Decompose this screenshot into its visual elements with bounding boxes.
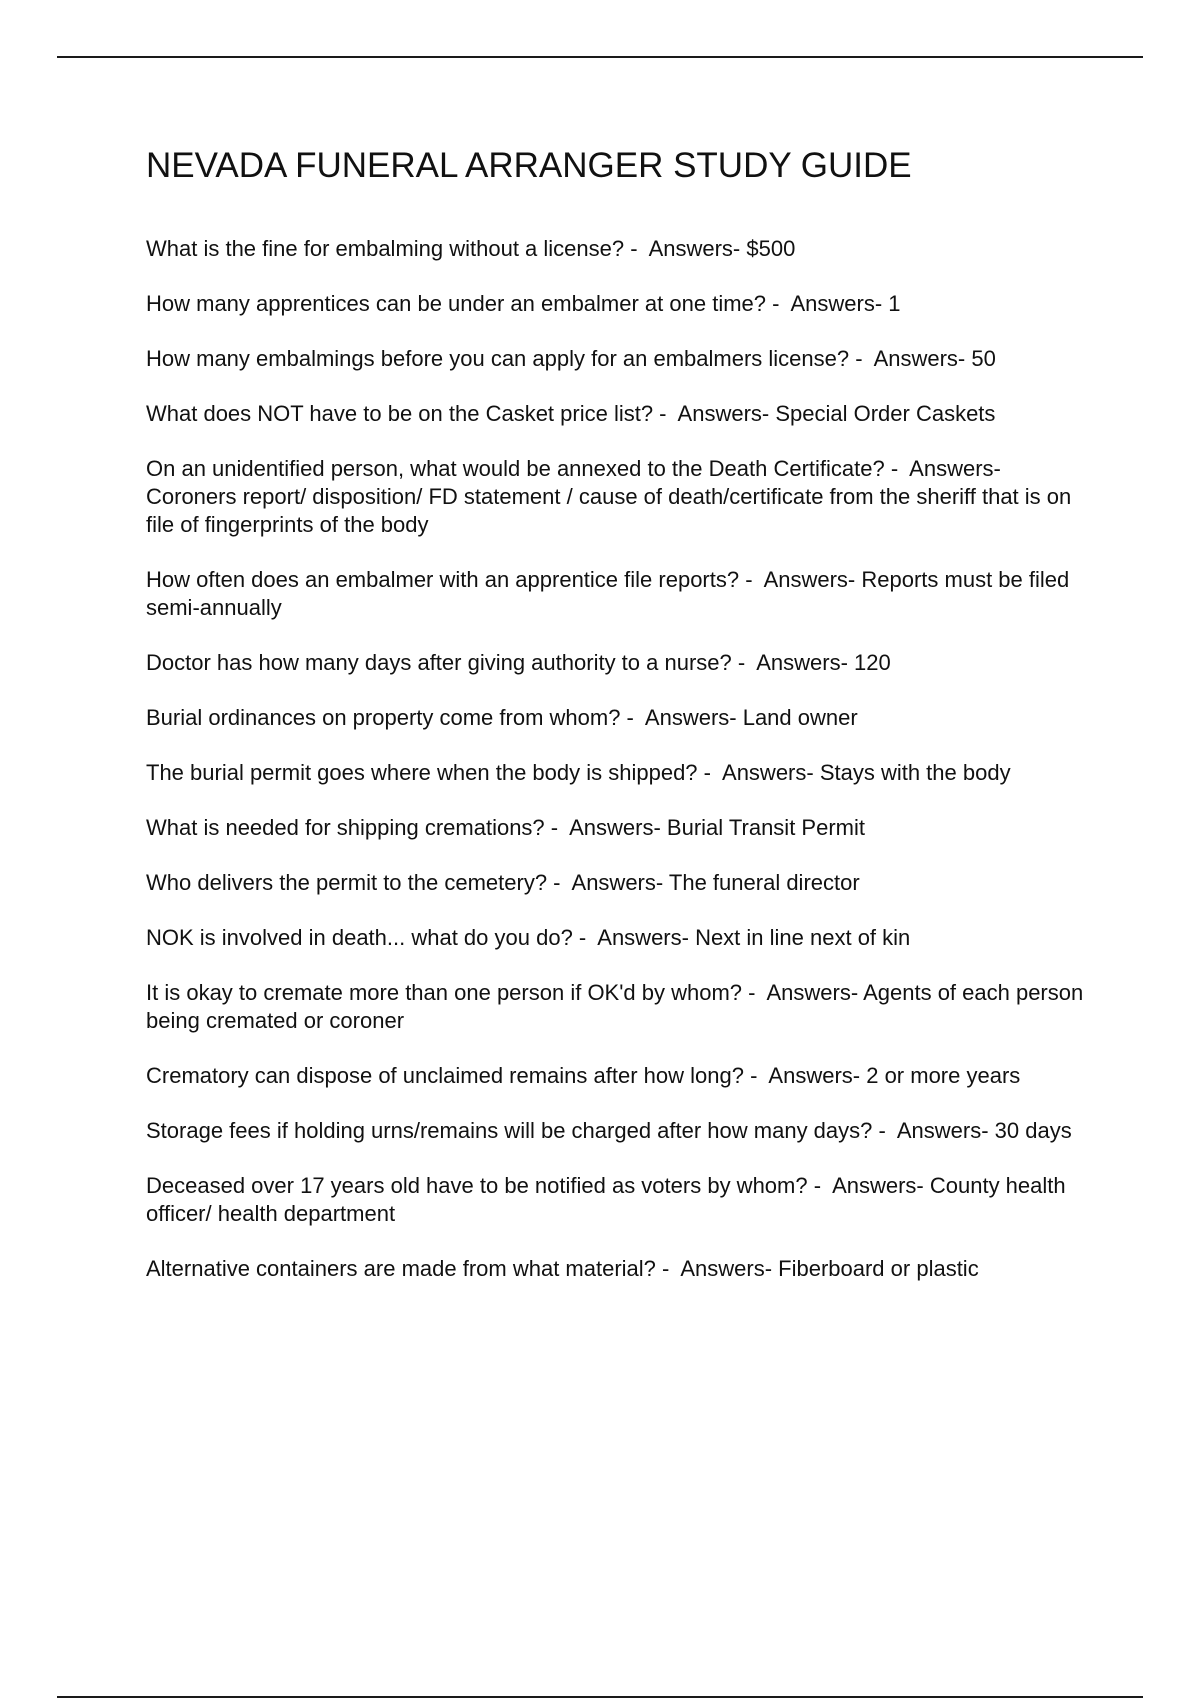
answer-text: Answers- Stays with the body (722, 760, 1011, 785)
qa-item (146, 290, 1091, 318)
qa-item (146, 235, 1091, 263)
question-text: How often does an embalmer with an apprentice file reports? - (146, 567, 753, 592)
qa-item (146, 814, 1091, 842)
document-body (146, 142, 1091, 1310)
question-text: What is the fine for embalming without a license? - (146, 236, 638, 261)
answer-text: Answers- $500 (648, 236, 796, 261)
qa-item (146, 1255, 1091, 1283)
answer-text: Answers- Reports must be filed semi-annually (146, 567, 1070, 620)
answer-text: Answers- 2 or more years (768, 1063, 1021, 1088)
qa-item (146, 704, 1091, 732)
question-text: What is needed for shipping cremations? - (146, 815, 559, 840)
qa-item (146, 759, 1091, 787)
top-rule (57, 56, 1143, 58)
answer-text: Answers- Coroners report/ disposition/ FD statement / cause of death/certificate from the sheriff that is on file of fingerprints of the body (146, 456, 1072, 537)
answer-text: Answers- Land owner (644, 705, 858, 730)
answer-text: Answers- The funeral director (571, 870, 860, 895)
question-text: Storage fees if holding urns/remains will be charged after how many days? - (146, 1118, 886, 1143)
qa-item (146, 924, 1091, 952)
qa-item (146, 979, 1091, 1035)
qa-list (146, 235, 1091, 1283)
question-text: How many apprentices can be under an embalmer at one time? - (146, 291, 780, 316)
qa-item (146, 869, 1091, 897)
answer-text: Answers- Next in line next of kin (597, 925, 911, 950)
question-text: Crematory can dispose of unclaimed remains after how long? - (146, 1063, 758, 1088)
answer-text: Answers- Fiberboard or plastic (680, 1256, 979, 1281)
question-text: Doctor has how many days after giving authority to a nurse? - (146, 650, 746, 675)
question-text: The burial permit goes where when the body is shipped? - (146, 760, 711, 785)
question-text: NOK is involved in death... what do you do? - (146, 925, 587, 950)
answer-text: Answers- 1 (790, 291, 901, 316)
answer-text: Answers- County health officer/ health department (146, 1173, 1066, 1226)
answer-text: Answers- Special Order Caskets (677, 401, 996, 426)
question-text: Who delivers the permit to the cemetery? - (146, 870, 561, 895)
qa-item (146, 345, 1091, 373)
bottom-rule (57, 1696, 1143, 1698)
answer-text: Answers- Burial Transit Permit (569, 815, 865, 840)
question-text: What does NOT have to be on the Casket price list? - (146, 401, 667, 426)
answer-text: Answers- 120 (756, 650, 891, 675)
qa-item (146, 400, 1091, 428)
question-text: How many embalmings before you can apply for an embalmers license? - (146, 346, 863, 371)
qa-item (146, 455, 1091, 539)
answer-text: Answers- 30 days (896, 1118, 1072, 1143)
answer-text: Answers- Agents of each person being cremated or coroner (146, 980, 1084, 1033)
question-text: On an unidentified person, what would be annexed to the Death Certificate? - (146, 456, 899, 481)
page-title: NEVADA FUNERAL ARRANGER STUDY GUIDE (146, 146, 912, 185)
qa-item (146, 1172, 1091, 1228)
question-text: Alternative containers are made from what material? - (146, 1256, 670, 1281)
question-text: Burial ordinances on property come from whom? - (146, 705, 634, 730)
qa-item (146, 1117, 1091, 1145)
qa-item (146, 566, 1091, 622)
answer-text: Answers- 50 (873, 346, 996, 371)
question-text: It is okay to cremate more than one person if OK'd by whom? - (146, 980, 756, 1005)
qa-item (146, 649, 1091, 677)
qa-item (146, 1062, 1091, 1090)
question-text: Deceased over 17 years old have to be notified as voters by whom? - (146, 1173, 822, 1198)
